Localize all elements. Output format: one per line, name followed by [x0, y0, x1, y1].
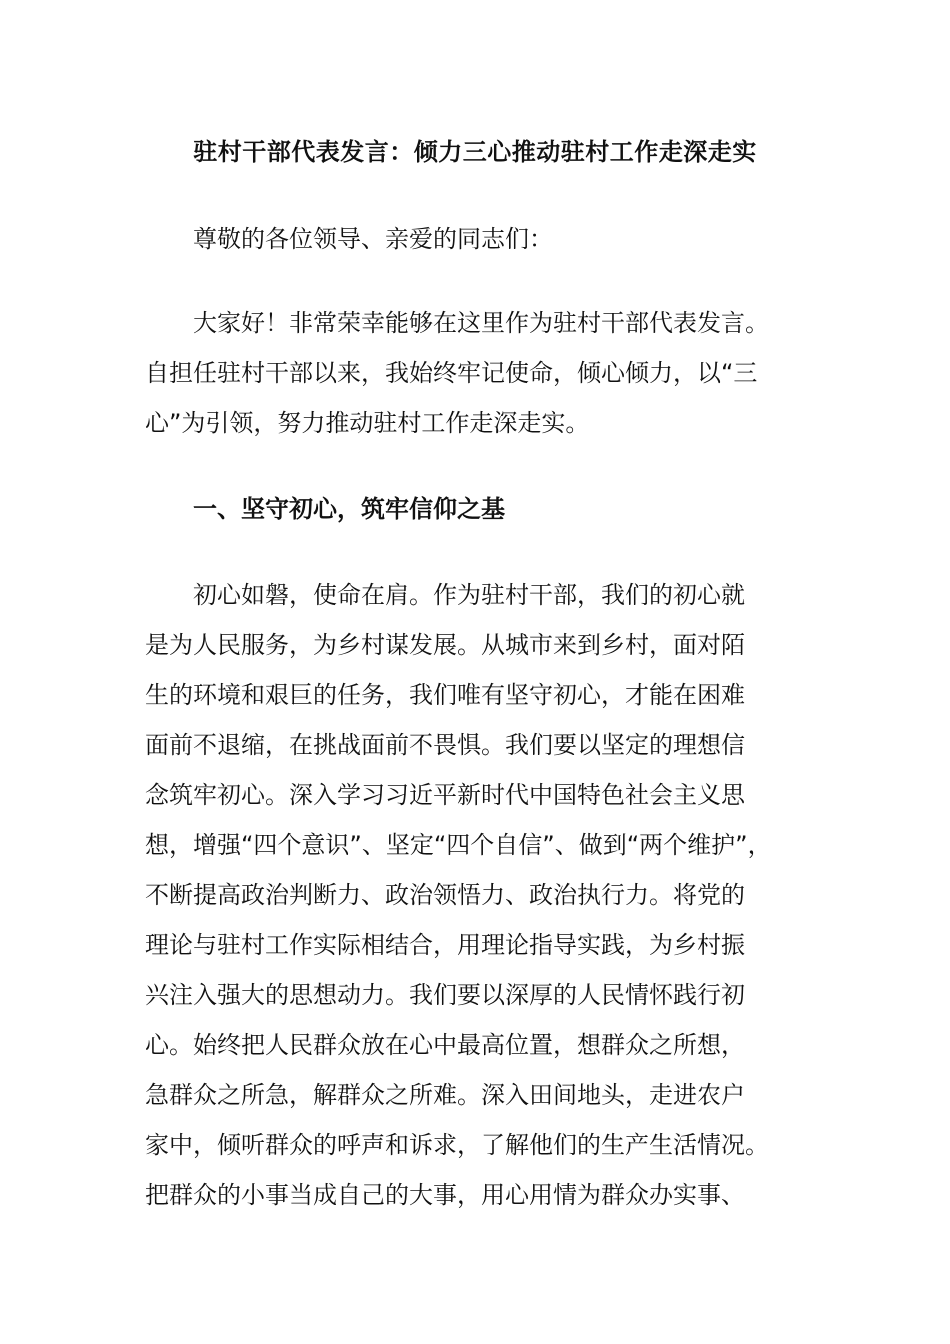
paragraph-line: 家中，倾听群众的呼声和诉求，了解他们的生产生活情况。 — [145, 1131, 769, 1159]
paragraph-line: 急群众之所急，解群众之所难。深入田间地头，走进农户 — [145, 1081, 745, 1109]
paragraph-line: 理论与驻村工作实际相结合，用理论指导实践，为乡村振 — [145, 931, 745, 959]
paragraph-line: 是为人民服务，为乡村谋发展。从城市来到乡村，面对陌 — [145, 631, 745, 659]
section-heading-text: 一、坚守初心，筑牢信仰之基 — [193, 495, 505, 523]
section-1-paragraph — [145, 570, 805, 1220]
document-title: 驻村干部代表发言：倾力三心推动驻村工作走深走实 — [193, 138, 757, 166]
paragraph-line: 兴注入强大的思想动力。我们要以深厚的人民情怀践行初 — [145, 981, 745, 1009]
paragraph-line: 自担任驻村干部以来，我始终牢记使命，倾心倾力，以“三 — [145, 359, 758, 387]
paragraph-line: 面前不退缩，在挑战面前不畏惧。我们要以坚定的理想信 — [145, 731, 745, 759]
paragraph-line: 心。始终把人民群众放在心中最高位置，想群众之所想， — [145, 1031, 745, 1059]
paragraph-line: 生的环境和艰巨的任务，我们唯有坚守初心，才能在困难 — [145, 681, 745, 709]
intro-paragraph — [145, 298, 805, 448]
section-heading-1 — [145, 484, 805, 534]
paragraph-line: 念筑牢初心。深入学习习近平新时代中国特色社会主义思 — [145, 781, 745, 809]
paragraph-line: 把群众的小事当成自己的大事，用心用情为群众办实事、 — [145, 1181, 745, 1209]
greeting-text: 尊敬的各位领导、亲爱的同志们： — [193, 225, 553, 253]
paragraph-line: 初心如磐，使命在肩。作为驻村干部，我们的初心就 — [193, 581, 745, 609]
paragraph-line: 不断提高政治判断力、政治领悟力、政治执行力。将党的 — [145, 881, 745, 909]
paragraph-line: 想，增强“四个意识”、坚定“四个自信”、做到“两个维护”， — [145, 831, 772, 859]
greeting-paragraph — [145, 214, 805, 264]
paragraph-line: 心”为引领，努力推动驻村工作走深走实。 — [145, 409, 590, 437]
paragraph-line: 大家好！非常荣幸能够在这里作为驻村干部代表发言。 — [193, 309, 769, 337]
